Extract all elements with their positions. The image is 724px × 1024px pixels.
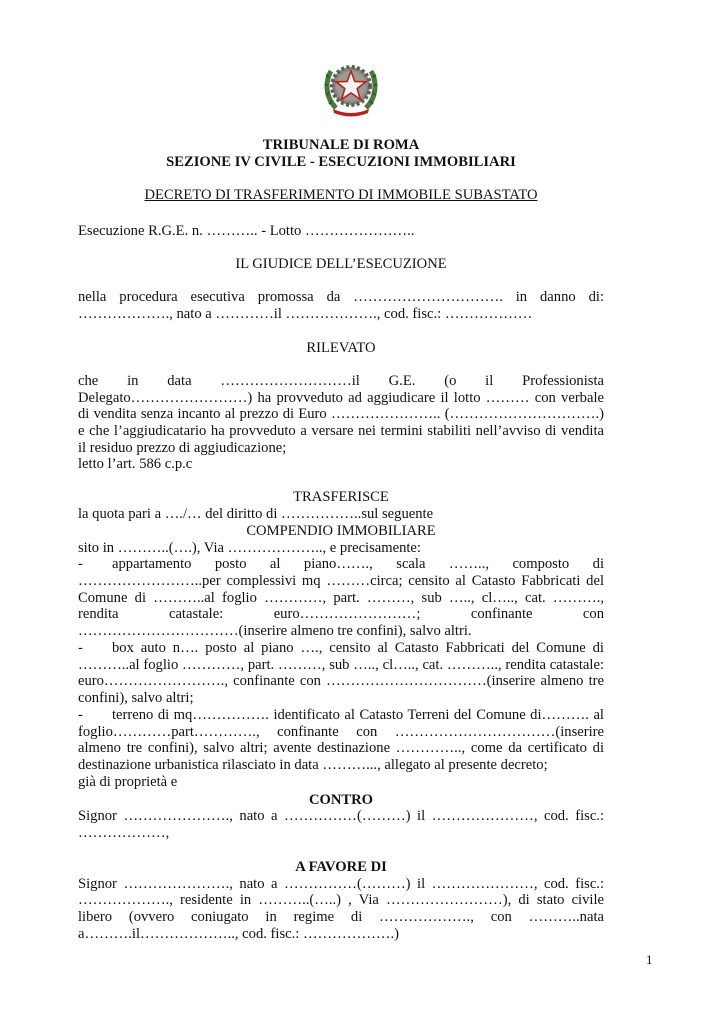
rilevato-line: di vendita senza incanto al prezzo di Euro ………………….. (………………………….) [78, 406, 604, 422]
italian-republic-emblem-icon [322, 57, 380, 119]
a-favore-line: Signor …………………., nato a ……………(………) il …………………, cod. fisc.: [78, 876, 604, 892]
rilevato-line: il residuo prezzo di aggiudicazione; [78, 440, 287, 456]
rilevato-line: che in data ………………………il G.E. (o il Professionista [78, 373, 604, 389]
a-favore-di-heading: A FAVORE DI [295, 859, 387, 875]
property-line: appartamento posto al piano……., scala …….., composto di [112, 556, 604, 572]
court-name: TRIBUNALE DI ROMA [262, 137, 420, 153]
execution-reference: Esecuzione R.G.E. n. ……….. - Lotto ………………….. [78, 223, 415, 239]
property-line: terreno di mq……………. identificato al Catasto Terreni del Comune di………. al [112, 707, 604, 723]
property-line: foglio…………part…………., confinante con ……………………………(inserire [78, 724, 604, 740]
contro-line: ………………, [78, 825, 170, 841]
judge-heading: IL GIUDICE DELL’ESECUZIONE [235, 256, 447, 272]
intro-line: nella procedura esecutiva promossa da …………………………. in danno di: [78, 289, 604, 305]
a-favore-line: libero (ovvero coniugato in regime di ………………., con ………..nata [78, 909, 604, 925]
list-dash: - [78, 556, 83, 572]
trasferisce-heading: TRASFERISCE [293, 489, 389, 505]
rilevato-line: e che l’aggiudicatario ha provveduto a versare nei termini stabiliti nell’avviso di vendita [78, 423, 604, 439]
property-line: destinazione urbanistica rilasciato in data ………..., allegato al presente decreto; [78, 757, 548, 773]
a-favore-line: ………………., residente in ………..(…..) , Via ……………………), di stato civile [78, 892, 604, 908]
property-line: ……………………..per complessivi mq ………circa; censito al Catasto Fabbricati del [78, 573, 604, 589]
page-number: 1 [646, 952, 653, 967]
list-dash: - [78, 640, 83, 656]
compendio-heading: COMPENDIO IMMOBILIARE [246, 523, 436, 539]
rilevato-line: letto l’art. 586 c.p.c [78, 456, 193, 472]
contro-line: Signor …………………., nato a ……………(………) il …………………, cod. fisc.: [78, 808, 604, 824]
property-line: già di proprietà e [78, 774, 178, 790]
property-item-land [78, 707, 604, 723]
property-item-box [78, 640, 604, 656]
intro-line: ………………., nato a …………il ………………., cod. fisc.: ……………… [78, 306, 533, 322]
a-favore-line: a……….il……………….., cod. fisc.: ……………….) [78, 926, 400, 942]
property-line: rendita catastale: euro……………………; confinante con [78, 606, 604, 622]
share-line: la quota pari a …./… del diritto di ……………..sul seguente [78, 506, 434, 522]
property-line: ………..al foglio …………, part. ………, sub ….., cl….., cat. ……….., rendita catastale: [78, 657, 604, 673]
property-line: euro……………………., confinante con ……………………………(inserire almeno tre [78, 673, 604, 689]
site-line: sito in ………..(….), Via ……………….., e precisamente: [78, 540, 421, 556]
rilevato-line: Delegato……………………) ha provveduto ad aggiudicare il lotto ……… con verbale [78, 390, 604, 406]
property-line: confini), salvo altri; [78, 690, 194, 706]
property-item-apartment [78, 556, 604, 572]
property-line: ……………………………(inserire almeno tre confini), salvo altri. [78, 623, 472, 639]
property-line: almeno tre confini), salvo altri; avente destinazione ………….., come da certificato di [78, 740, 604, 756]
list-dash: - [78, 707, 83, 723]
rilevato-heading: RILEVATO [306, 340, 376, 356]
document-title: DECRETO DI TRASFERIMENTO DI IMMOBILE SUBASTATO [144, 187, 538, 203]
property-line: Comune di ………..al foglio …………, part. ………, sub ….., cl….., cat. ………., [78, 590, 604, 606]
contro-heading: CONTRO [308, 792, 374, 808]
property-line: box auto n…. posto al piano …., censito al Catasto Fabbricati del Comune di [112, 640, 604, 656]
court-section: SEZIONE IV CIVILE - ESECUZIONI IMMOBILIARI [166, 154, 516, 170]
